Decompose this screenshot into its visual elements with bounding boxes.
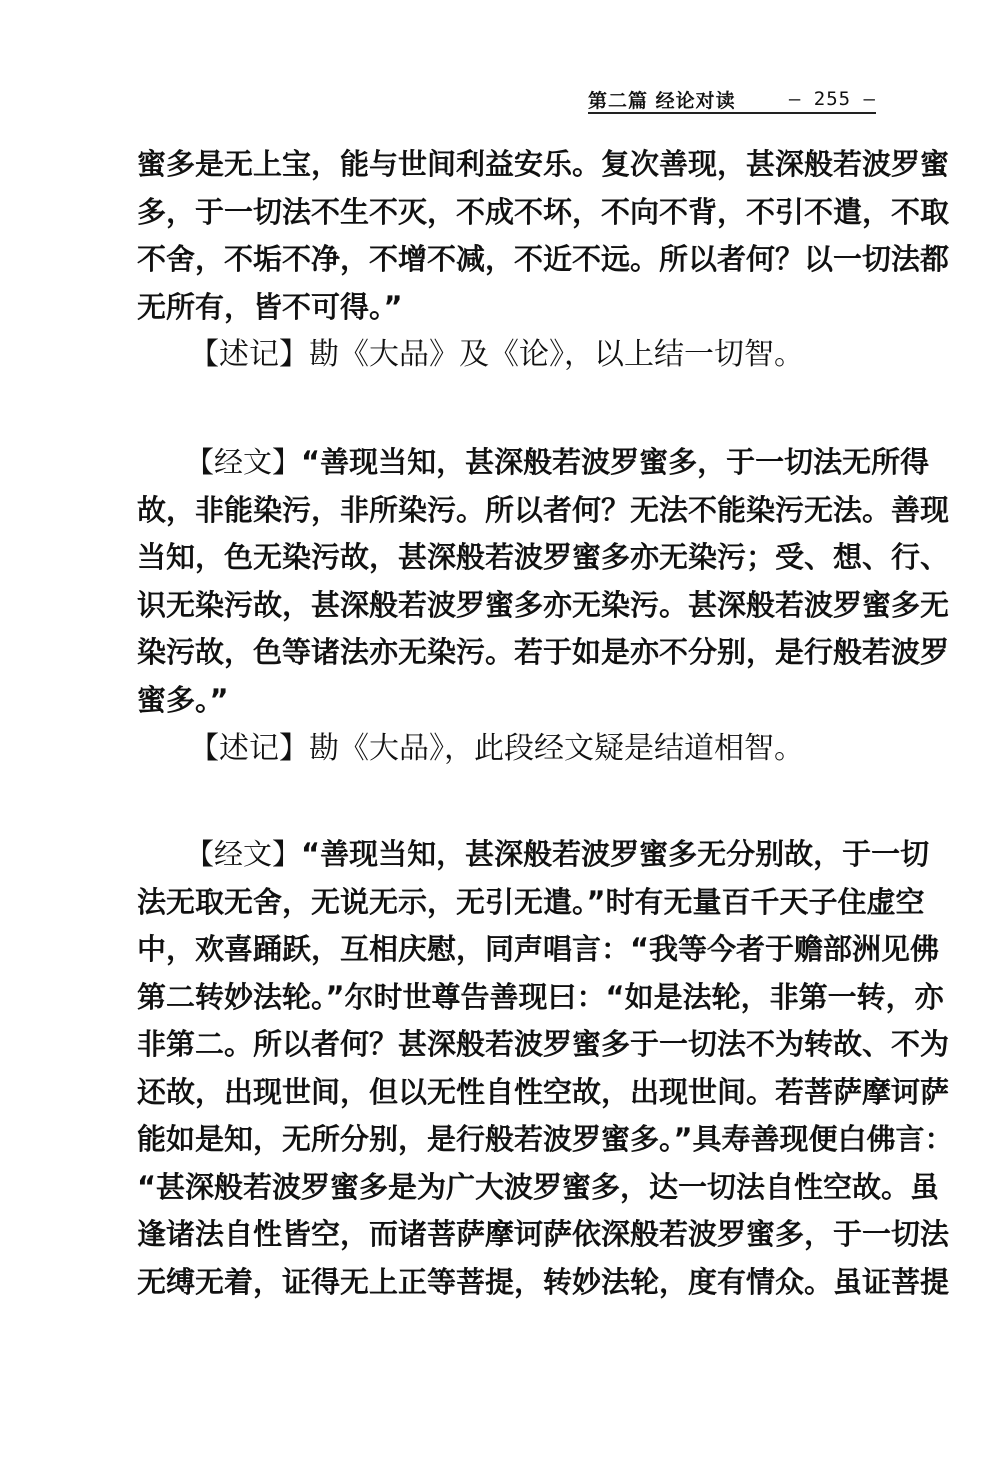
paragraph-commentary [137, 331, 876, 379]
sutra-tag: 【经文】 [185, 837, 302, 871]
paragraph-sutra [137, 439, 950, 724]
text-line: 当知，色无染污故，甚深般若波罗蜜多亦无染污；受、想、行、 [137, 540, 950, 574]
text-line: 识无染污故，甚深般若波罗蜜多亦无染污。甚深般若波罗蜜多无 [137, 587, 950, 622]
text-line: 无缚无着，证得无上正等菩提，转妙法轮，度有情众。虽证菩提 [137, 1264, 950, 1299]
paragraph-commentary [137, 725, 876, 773]
text-line: “甚深般若波罗蜜多是为广大波罗蜜多，达一切法自性空故。虽 [137, 1169, 940, 1204]
text-line [137, 725, 876, 773]
text-line: 法无取无舍，无说无示，无引无遣。”时有无量百千天子住虚空 [137, 884, 925, 919]
text-line [137, 331, 876, 379]
sutra-text: “善现当知，甚深般若波罗蜜多，于一切法无所得 [301, 445, 930, 479]
text-line [137, 831, 930, 879]
paragraph-sutra-continued [137, 141, 950, 331]
text-line: 故，非能染污，非所染污。所以者何？无法不能染污无法。善现 [137, 492, 950, 527]
text-line: 中，欢喜踊跃，互相庆慰，同声唱言：“我等今者于赡部洲见佛 [137, 932, 940, 966]
text-line: 不舍，不垢不净，不增不减，不近不远。所以者何？以一切法都 [137, 242, 950, 276]
text-line: 非第二。所以者何？甚深般若波罗蜜多于一切法不为转故、不为 [137, 1027, 950, 1061]
text-line: 多，于一切法不生不灭，不成不坏，不向不背，不引不遣，不取 [137, 194, 950, 229]
text-line: 染污故，色等诸法亦无染污。若于如是亦不分别，是行般若波罗 [137, 635, 950, 669]
text-line: 蜜多是无上宝，能与世间利益安乐。复次善现，甚深般若波罗蜜 [137, 147, 950, 181]
running-header [588, 86, 876, 114]
section-title: 第二篇 经论对读 [588, 89, 736, 112]
commentary-tag: 【述记】 [189, 337, 309, 372]
commentary-text: 勘《大品》及《论》，以上结一切智。 [309, 337, 804, 372]
text-line: 蜜多。” [137, 682, 229, 717]
text-line [137, 439, 930, 487]
sutra-tag: 【经文】 [185, 445, 302, 479]
text-line: 能如是知，无所分别，是行般若波罗蜜多。”具寿善现便白佛言： [137, 1122, 954, 1156]
sutra-text: “善现当知，甚深般若波罗蜜多无分别故，于一切 [301, 837, 930, 871]
commentary-tag: 【述记】 [189, 731, 309, 766]
text-line: 第二转妙法轮。”尔时世尊告善现曰：“如是法轮，非第一转，亦 [137, 979, 944, 1014]
text-line: 无所有，皆不可得。” [137, 289, 403, 324]
commentary-text: 勘《大品》，此段经文疑是结道相智。 [309, 731, 804, 766]
paragraph-sutra [137, 831, 954, 1306]
page-number: — 255 — [788, 88, 876, 110]
text-line: 还故，出现世间，但以无性自性空故，出现世间。若菩萨摩诃萨 [137, 1074, 950, 1109]
text-line: 逢诸法自性皆空，而诸菩萨摩诃萨依深般若波罗蜜多，于一切法 [137, 1217, 950, 1251]
